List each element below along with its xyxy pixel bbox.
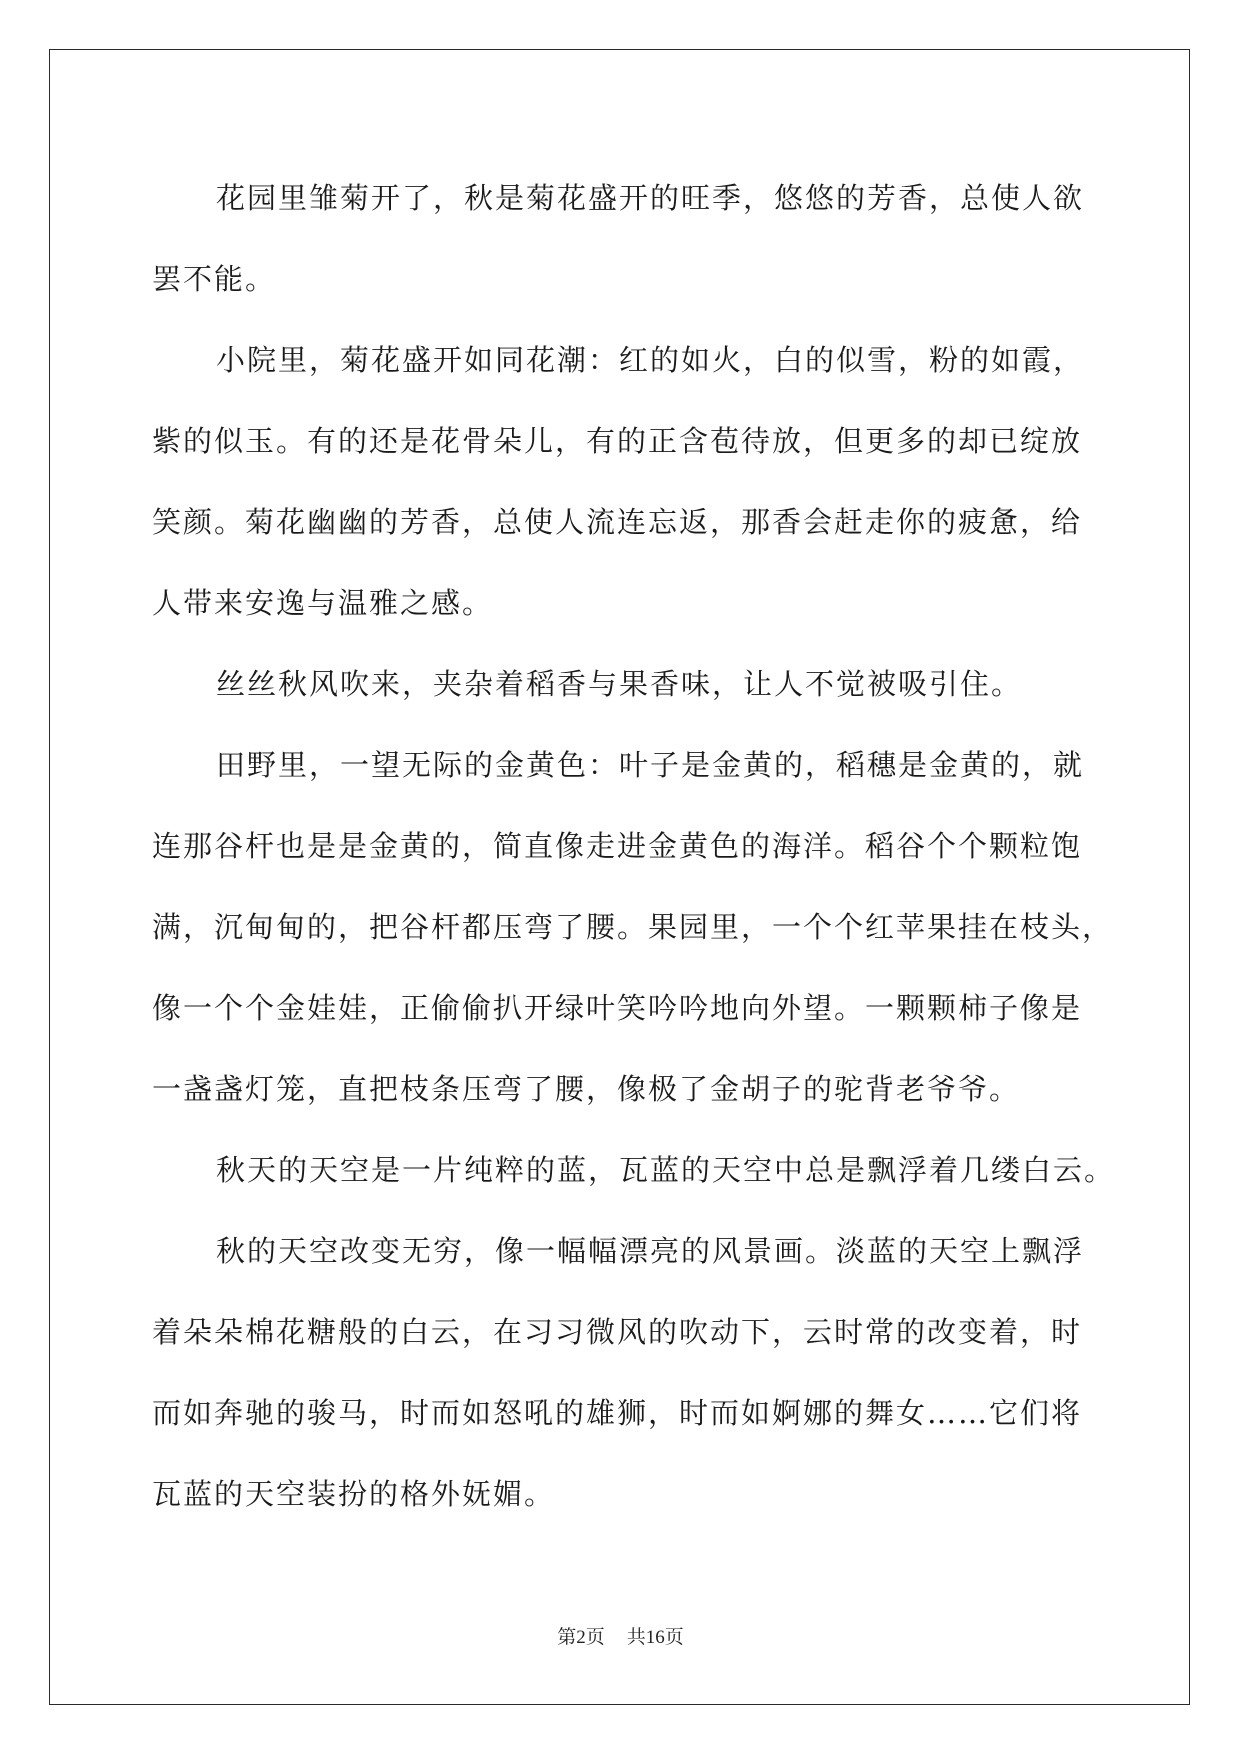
page-footer (0, 1622, 1241, 1649)
paragraph-line: 而如奔驰的骏马，时而如怒吼的雄狮，时而如婀娜的舞女……它们将 (152, 1396, 1083, 1430)
paragraph-line: 笑颜。菊花幽幽的芳香，总使人流连忘返，那香会赶走你的疲惫，给 (152, 505, 1083, 539)
paragraph-line: 瓦蓝的天空装扮的格外妩媚。 (152, 1477, 556, 1511)
paragraph-line: 秋的天空改变无穷，像一幅幅漂亮的风景画。淡蓝的天空上飘浮 (216, 1234, 1085, 1268)
paragraph-line: 田野里，一望无际的金黄色：叶子是金黄的，稻穗是金黄的，就 (216, 748, 1085, 782)
paragraph-line: 连那谷杆也是是金黄的，简直像走进金黄色的海洋。稻谷个个颗粒饱 (152, 829, 1083, 863)
paragraph-line: 花园里雏菊开了，秋是菊花盛开的旺季，悠悠的芳香，总使人欲 (216, 181, 1085, 215)
paragraph-line: 人带来安逸与温雅之感。 (152, 586, 494, 620)
page-number: 第2页 (557, 1627, 605, 1648)
paragraph-line: 紫的似玉。有的还是花骨朵儿，有的正含苞待放，但更多的却已绽放 (152, 424, 1083, 458)
document-body (152, 158, 1116, 1535)
paragraph-line: 秋天的天空是一片纯粹的蓝，瓦蓝的天空中总是飘浮着几缕白云。 (216, 1153, 1116, 1187)
paragraph-line: 丝丝秋风吹来，夹杂着稻香与果香味，让人不觉被吸引住。 (216, 667, 1023, 701)
page-total: 共16页 (626, 1627, 684, 1648)
paragraph-line: 小院里，菊花盛开如同花潮：红的如火，白的似雪，粉的如霞， (216, 343, 1085, 377)
paragraph-line: 一盏盏灯笼，直把枝条压弯了腰，像极了金胡子的驼背老爷爷。 (152, 1072, 1021, 1106)
paragraph-line: 满，沉甸甸的，把谷杆都压弯了腰。果园里，一个个红苹果挂在枝头， (152, 910, 1114, 944)
paragraph-line: 像一个个金娃娃，正偷偷扒开绿叶笑吟吟地向外望。一颗颗柿子像是 (152, 991, 1083, 1025)
paragraph-line: 着朵朵棉花糖般的白云，在习习微风的吹动下，云时常的改变着，时 (152, 1315, 1083, 1349)
paragraph-line: 罢不能。 (152, 262, 277, 296)
